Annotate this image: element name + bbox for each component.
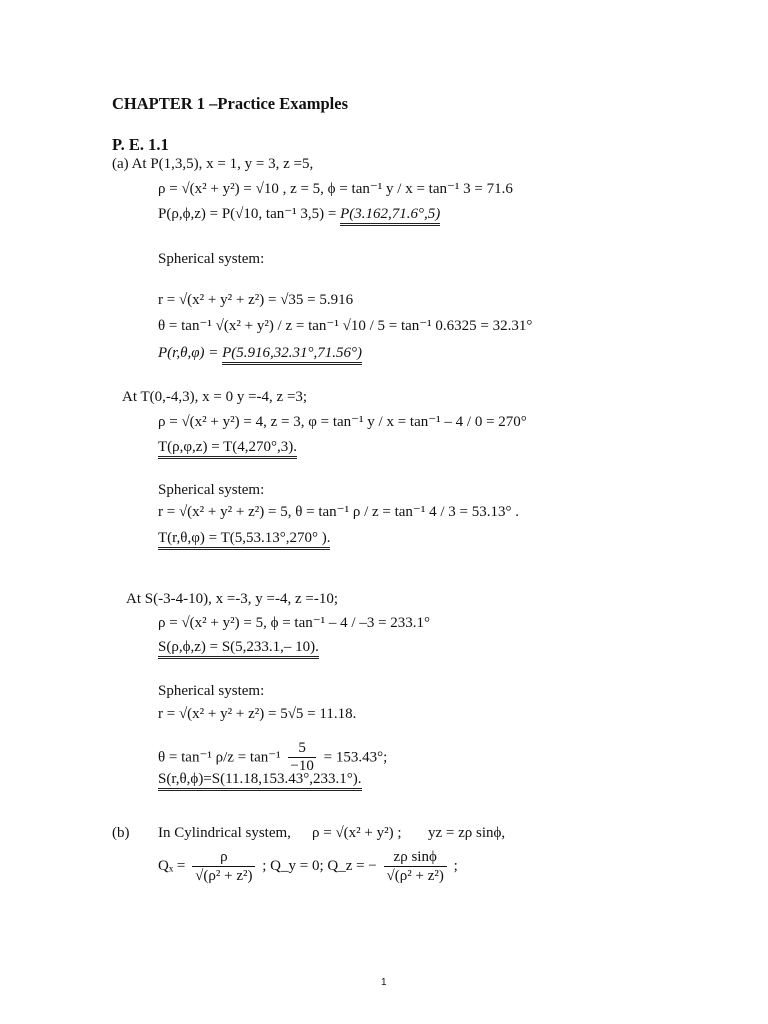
rho-line: ρ = √(x² + y²) = √10 , z = 5, ϕ = tan⁻¹ y / x = tan⁻¹ 3 = 71.6 <box>158 181 513 197</box>
p-spherical <box>158 346 362 361</box>
s-sph-result: S(r,θ,ϕ)=S(11.18,153.43°,233.1°). <box>158 771 362 791</box>
p-cyl-prefix: P(ρ,ϕ,z) = P(√10, tan⁻¹ 3,5) = <box>158 206 341 222</box>
part-b-label: (b) <box>112 825 130 841</box>
spherical-label-1: Spherical system: <box>158 251 265 267</box>
s-theta-num: 5 <box>288 740 315 758</box>
q-components <box>158 848 458 885</box>
q-end: ; <box>453 858 458 874</box>
t-r-line: r = √(x² + y² + z²) = 5, θ = tan⁻¹ ρ / z = tan⁻¹ 4 / 3 = 53.13° . <box>158 504 519 520</box>
yz-def: yz = zρ sinϕ, <box>428 825 506 841</box>
t-cylindrical <box>158 440 297 455</box>
chapter-title: CHAPTER 1 –Practice Examples <box>112 94 349 113</box>
s-theta-den: −10 <box>290 758 314 775</box>
p-sph-prefix: P(r,θ,φ) = <box>158 345 223 361</box>
s-r-line: r = √(x² + y² + z²) = 5√5 = 11.18. <box>158 706 357 722</box>
qz-den: √(ρ² + z²) <box>386 868 444 884</box>
spherical-label-3: Spherical system: <box>158 683 265 699</box>
t-rho-line: ρ = √(x² + y²) = 4, z = 3, φ = tan⁻¹ y / x = tan⁻¹ – 4 / 0 = 270° <box>158 414 527 430</box>
qx-den: √(ρ² + z²) <box>195 868 253 884</box>
qz-num: zρ sinϕ <box>384 848 447 867</box>
rho-def: ρ = √(x² + y²) ; <box>312 825 402 841</box>
page-number: 1 <box>381 977 387 988</box>
part-b-intro: In Cylindrical system, <box>158 825 291 841</box>
s-cylindrical <box>158 640 319 655</box>
p-cylindrical <box>158 207 440 222</box>
t-cyl-result: T(ρ,φ,z) = T(4,270°,3). <box>158 439 297 459</box>
s-theta-prefix: θ = tan⁻¹ ρ/z = tan⁻¹ <box>158 749 281 766</box>
p-sph-result: P(5.916,32.31°,71.56°) <box>222 345 362 365</box>
t-sph-result: T(r,θ,φ) = T(5,53.13°,270° ). <box>158 530 330 550</box>
s-header: At S(-3-4-10), x =-3, y =-4, z =-10; <box>126 591 339 607</box>
theta-line: θ = tan⁻¹ √(x² + y²) / z = tan⁻¹ √10 / 5 = tan⁻¹ 0.6325 = 32.31° <box>158 318 533 334</box>
qy-qz-text: ; Q_y = 0; Q_z = − <box>262 858 377 874</box>
t-header: At T(0,-4,3), x = 0 y =-4, z =3; <box>122 389 308 405</box>
s-theta-result: = 153.43°; <box>323 749 388 766</box>
s-cyl-result: S(ρ,ϕ,z) = S(5,233.1,– 10). <box>158 639 319 659</box>
qx-num: ρ <box>192 848 255 867</box>
t-spherical <box>158 531 330 546</box>
spherical-label-2: Spherical system: <box>158 482 265 498</box>
s-rho-line: ρ = √(x² + y²) = 5, ϕ = tan⁻¹ – 4 / –3 = 233.1° <box>158 615 431 631</box>
qx-fraction <box>192 848 255 885</box>
qx-label: Qₓ = <box>158 858 186 874</box>
part-a-header: (a) At P(1,3,5), x = 1, y = 3, z =5, <box>112 156 314 172</box>
qz-fraction <box>384 848 447 885</box>
s-spherical <box>158 772 362 787</box>
problem-label: P. E. 1.1 <box>112 135 169 154</box>
p-cyl-result: P(3.162,71.6°,5) <box>340 206 440 226</box>
r-line: r = √(x² + y² + z²) = √35 = 5.916 <box>158 292 354 308</box>
